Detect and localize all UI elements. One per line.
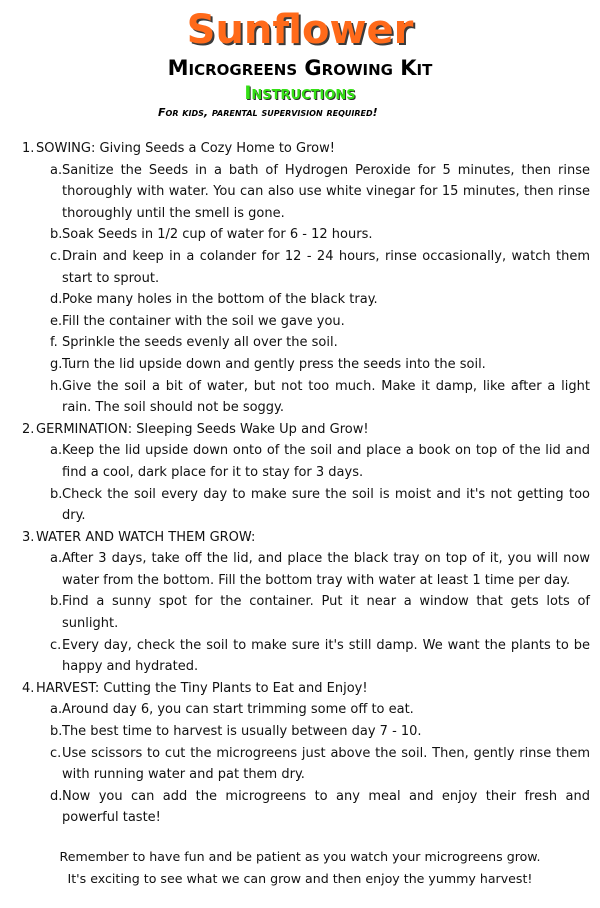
list-item bbox=[36, 246, 590, 289]
item-letter: a. bbox=[50, 162, 63, 178]
item-text: Fill the container with the soil we gave you. bbox=[62, 313, 345, 329]
item-text: Soak Seeds in 1/2 cup of water for 6 - 12 hours. bbox=[62, 227, 373, 243]
step-description: : Giving Seeds a Cozy Home to Grow! bbox=[90, 141, 335, 156]
item-text: Use scissors to cut the microgreens just above the soil. Then, gently rinse them with running water and pat them dry. bbox=[62, 745, 590, 783]
item-letter: a. bbox=[50, 443, 63, 459]
step-number: 4. bbox=[22, 680, 35, 696]
item-letter: d. bbox=[50, 292, 63, 308]
item-text: Now you can add the microgreens to any meal and enjoy their fresh and powerful taste! bbox=[62, 788, 590, 826]
item-letter: g. bbox=[50, 356, 63, 372]
page-title: Sunflower bbox=[186, 7, 414, 53]
step-name: SOWING bbox=[36, 141, 91, 156]
list-item bbox=[36, 635, 590, 678]
list-item bbox=[36, 786, 590, 829]
list-item bbox=[36, 332, 590, 354]
item-letter: b. bbox=[50, 594, 63, 610]
closing-message bbox=[0, 846, 600, 889]
list-item bbox=[36, 354, 590, 376]
list-item bbox=[36, 440, 590, 483]
closing-line-1: Remember to have fun and be patient as you watch your microgreens grow. bbox=[59, 849, 541, 864]
list-item bbox=[36, 484, 590, 527]
item-text: The best time to harvest is usually between day 7 - 10. bbox=[62, 724, 422, 740]
item-letter: c. bbox=[50, 637, 62, 653]
item-letter: d. bbox=[50, 788, 63, 804]
step-number: 1. bbox=[22, 141, 35, 156]
item-text: Find a sunny spot for the container. Put it near a window that gets lots of sunlight. bbox=[62, 594, 590, 632]
item-letter: c. bbox=[50, 248, 62, 264]
item-letter: e. bbox=[50, 313, 63, 329]
list-item bbox=[36, 743, 590, 786]
instructions-heading: Instructions bbox=[244, 82, 356, 104]
list-item bbox=[36, 548, 590, 591]
item-text: After 3 days, take off the lid, and place the black tray on top of it, you will now water from the bottom. Fill the bottom tray with water at least 1 time per day. bbox=[62, 551, 590, 588]
list-item bbox=[36, 289, 590, 311]
step-description: : Cutting the Tiny Plants to Eat and Enjoy! bbox=[94, 680, 368, 696]
closing-line-2: It's exciting to see what we can grow and then enjoy the yummy harvest! bbox=[67, 870, 533, 886]
item-text: Around day 6, you can start trimming some off to eat. bbox=[62, 702, 414, 718]
list-item bbox=[36, 376, 590, 419]
item-text: Poke many holes in the bottom of the black tray. bbox=[62, 292, 378, 308]
item-letter: b. bbox=[50, 486, 63, 502]
item-text: Give the soil a bit of water, but not too much. Make it damp, like after a light rain. The soil should not be soggy. bbox=[62, 378, 590, 416]
step-name: GERMINATION bbox=[36, 421, 128, 437]
item-text: Drain and keep in a colander for 12 - 24 hours, rinse occasionally, watch them start to sprout. bbox=[62, 248, 590, 286]
supervision-note: For kids, parental supervision required! bbox=[158, 106, 378, 119]
step-description: : Sleeping Seeds Wake Up and Grow! bbox=[127, 421, 369, 437]
kit-subtitle: Microgreens Growing Kit bbox=[167, 56, 433, 80]
list-item bbox=[36, 721, 590, 743]
list-item bbox=[36, 591, 590, 634]
step-name: HARVEST bbox=[36, 680, 95, 696]
step-germination bbox=[0, 419, 600, 527]
item-letter: a. bbox=[50, 702, 63, 718]
list-item bbox=[36, 311, 590, 333]
list-item bbox=[36, 224, 590, 246]
step-heading bbox=[22, 138, 590, 160]
step-number: 2. bbox=[22, 421, 35, 437]
item-text: Check the soil every day to make sure the soil is moist and it's not getting too dry. bbox=[62, 486, 590, 524]
step-water-and-watch bbox=[0, 527, 600, 678]
item-text: Turn the lid upside down and gently press the seeds into the soil. bbox=[62, 356, 486, 372]
item-letter: b. bbox=[50, 227, 63, 243]
item-text: Sprinkle the seeds evenly all over the soil. bbox=[62, 335, 338, 351]
step-name: WATER AND WATCH THEM GROW bbox=[36, 529, 252, 545]
item-letter: b. bbox=[50, 724, 63, 740]
item-text: Sanitize the Seeds in a bath of Hydrogen Peroxide for 5 minutes, then rinse thoroughly with water. You can also use white vinegar for 15 minutes, then rinse thoroughly until the smell is gone. bbox=[62, 162, 590, 221]
step-description: : bbox=[251, 529, 256, 545]
list-item bbox=[36, 160, 590, 225]
item-letter: h. bbox=[50, 378, 63, 394]
step-number: 3. bbox=[22, 529, 35, 545]
list-item bbox=[36, 699, 590, 721]
step-heading bbox=[22, 419, 590, 441]
item-letter: f. bbox=[50, 335, 58, 351]
instruction-sheet bbox=[0, 8, 600, 908]
step-heading bbox=[22, 678, 590, 700]
item-text: Keep the lid upside down onto of the soil and place a book on top of the lid and find a cool, dark place for it to stay for 3 days. bbox=[62, 443, 590, 480]
steps-list bbox=[0, 138, 600, 829]
item-text: Every day, check the soil to make sure it's still damp. We want the plants to be happy and hydrated. bbox=[62, 637, 590, 675]
step-heading bbox=[22, 527, 590, 549]
item-letter: a. bbox=[50, 551, 63, 567]
step-sowing bbox=[0, 138, 600, 419]
item-letter: c. bbox=[50, 745, 62, 761]
step-harvest bbox=[0, 678, 600, 829]
